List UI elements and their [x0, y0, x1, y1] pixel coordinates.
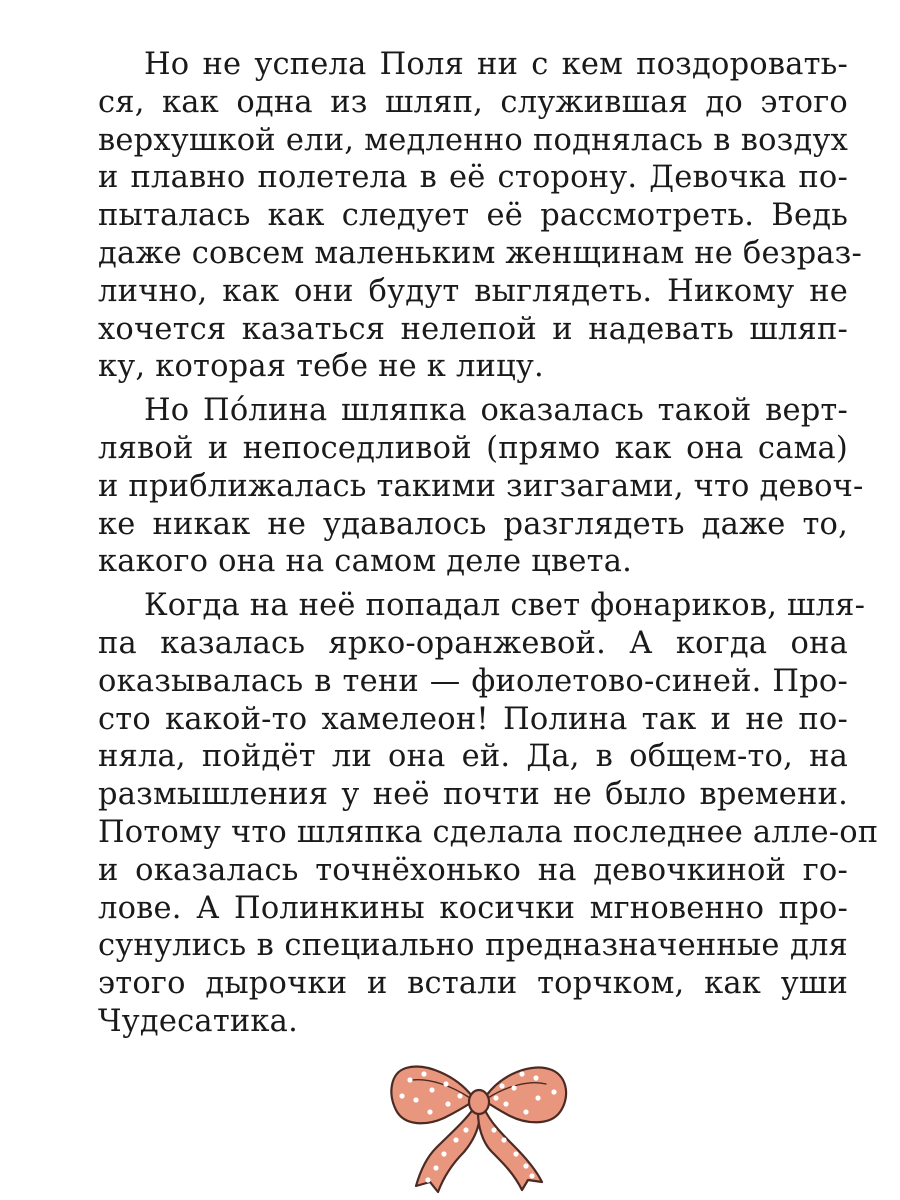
bow-dot	[493, 1095, 498, 1100]
bow-dot	[441, 1151, 446, 1156]
bow-dot	[503, 1101, 508, 1106]
bow-dot	[453, 1137, 458, 1142]
text-line: ку, которая тебе не к лицу.	[98, 349, 544, 385]
text-line: ке никак не удавалось разглядеть даже то,	[98, 506, 848, 542]
paragraph-3	[98, 587, 879, 1041]
text-line: размышления у неё почти не было времени.	[98, 777, 848, 813]
bow-dot	[425, 1177, 430, 1182]
bow-knot	[469, 1090, 489, 1114]
text-line: Чудесатика.	[98, 1003, 298, 1039]
text-line: сунулись в специально предназначенные для	[98, 928, 848, 964]
bow-dot	[433, 1165, 438, 1170]
bow-dot	[421, 1071, 426, 1076]
text-line: па казалась ярко-оранжевой. А когда она	[98, 625, 848, 661]
body-text	[98, 46, 879, 1047]
bow-dot	[429, 1087, 434, 1092]
text-line: лявой и непоседливой (прямо как она сама)	[98, 430, 848, 466]
text-line: пыталась как следует её рассмотреть. Ведь	[98, 198, 848, 234]
paragraph-2	[98, 392, 864, 581]
bow-dot	[533, 1075, 538, 1080]
text-line: и оказалась точнёхонько на девочкиной го-	[98, 852, 848, 888]
bow-dot	[445, 1101, 450, 1106]
bow-dot	[399, 1093, 404, 1098]
bow-dot	[413, 1097, 418, 1102]
text-line: лове. А Полинкины косички мгновенно про-	[98, 890, 848, 926]
text-line: какого она на самом деле цвета.	[98, 544, 632, 580]
bow-dot	[519, 1071, 524, 1076]
text-line: даже совсем маленьким женщинам не безраз-	[98, 235, 863, 271]
text-line: ся, как одна из шляп, служившая до этого	[98, 84, 848, 120]
text-line: Потому что шляпка сделала последнее алле-оп	[98, 814, 879, 850]
bow-dot	[513, 1151, 518, 1156]
bow-dot	[491, 1127, 496, 1132]
text-line: хочется казаться нелепой и надевать шляп-	[98, 311, 848, 347]
bow-dot	[523, 1109, 528, 1114]
text-line: верхушкой ели, медленно поднялась в воздух	[98, 122, 848, 158]
bow-dot	[529, 1173, 534, 1178]
bow-dot	[511, 1085, 516, 1090]
bow-dot	[535, 1095, 540, 1100]
bow-dot	[523, 1163, 528, 1168]
text-line: оказывалась в тени — фиолетово-синей. Про-	[98, 663, 848, 699]
bow-dot	[443, 1081, 448, 1086]
paragraph-1	[98, 46, 863, 386]
bow-dot	[499, 1083, 504, 1088]
text-line: Но Пóлина шляпка оказалась такой верт-	[144, 393, 848, 429]
bow-dot	[407, 1077, 412, 1082]
text-line: Но не успела Поля ни с кем поздоровать-	[144, 47, 848, 82]
bow-dot	[501, 1137, 506, 1142]
bow-ribbon-icon	[386, 1056, 572, 1200]
text-line: няла, пойдёт ли она ей. Да, в общем-то, на	[98, 739, 848, 775]
text-line: и приближалась такими зигзагами, что девоч-	[98, 468, 864, 504]
bow-dot	[427, 1109, 432, 1114]
bow-dot	[463, 1127, 468, 1132]
text-line: сто какой-то хамелеон! Полина так и не по-	[98, 701, 848, 737]
text-line: лично, как они будут выглядеть. Никому не	[98, 273, 848, 309]
text-line: этого дырочки и встали торчком, как уши	[98, 966, 848, 1002]
bow-dot	[551, 1089, 556, 1094]
bow-dot	[457, 1093, 462, 1098]
text-line: и плавно полетела в её сторону. Девочка по-	[98, 160, 848, 196]
text-line: Когда на неё попадал свет фонариков, шля-	[144, 588, 866, 624]
